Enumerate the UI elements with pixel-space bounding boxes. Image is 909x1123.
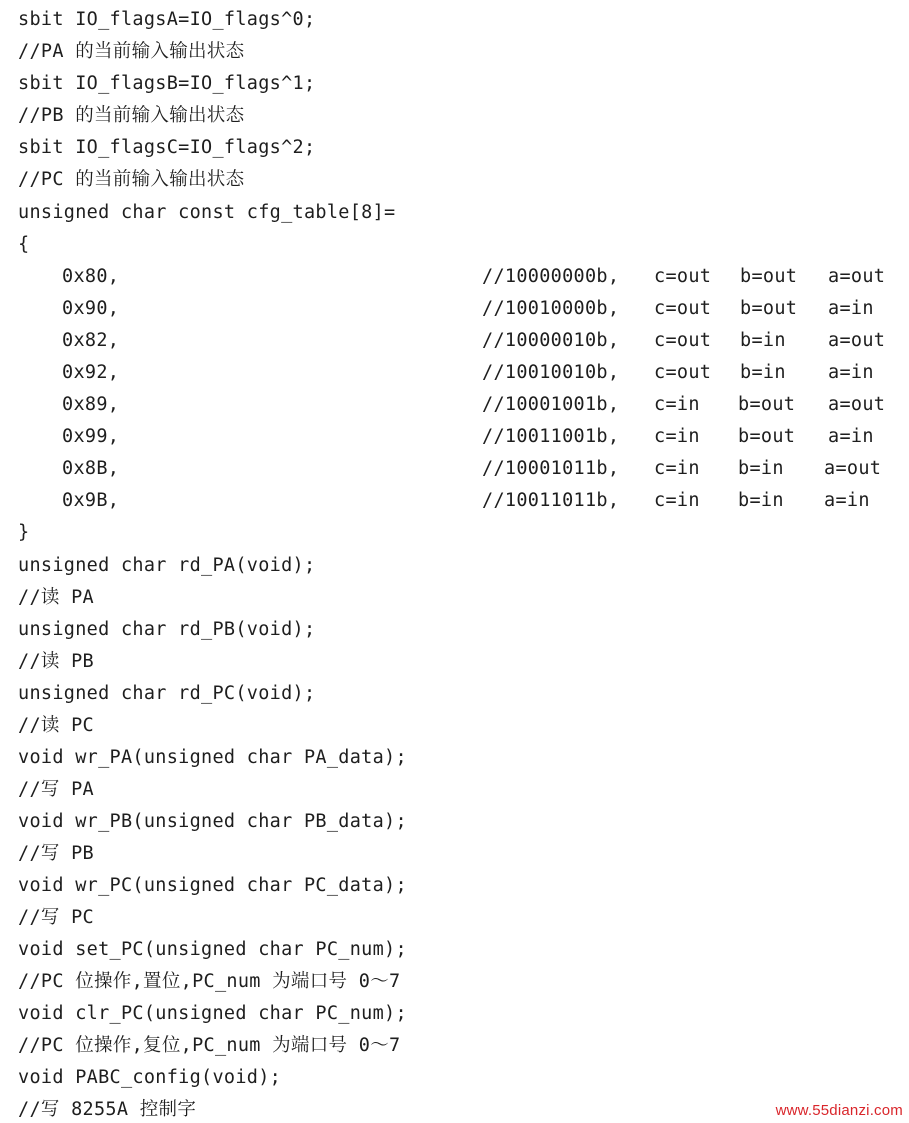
table-b-mode: b=in: [738, 458, 784, 479]
code-comment: //PB 的当前输入输出状态: [18, 105, 245, 126]
table-b-mode: b=in: [740, 362, 786, 383]
table-b-mode: b=in: [738, 490, 784, 511]
code-comment: //读 PA: [18, 587, 94, 608]
table-row: [62, 362, 902, 384]
open-brace: {: [18, 234, 30, 255]
table-a-mode: a=out: [824, 458, 882, 479]
code-line: void PABC_config(void);: [18, 1067, 282, 1088]
table-value: 0x80,: [62, 266, 120, 287]
table-binary-comment: //10011001b,: [482, 426, 620, 447]
table-binary-comment: //10000000b,: [482, 266, 620, 287]
code-line: void wr_PA(unsigned char PA_data);: [18, 747, 407, 768]
table-row: [62, 298, 902, 320]
code-comment: //写 PA: [18, 779, 94, 800]
code-line: unsigned char rd_PC(void);: [18, 683, 316, 704]
table-a-mode: a=in: [828, 362, 874, 383]
table-row: [62, 490, 902, 512]
close-brace: }: [18, 522, 30, 543]
table-c-mode: c=out: [654, 266, 712, 287]
table-b-mode: b=out: [740, 298, 798, 319]
table-b-mode: b=out: [740, 266, 798, 287]
table-binary-comment: //10010010b,: [482, 362, 620, 383]
code-line: void set_PC(unsigned char PC_num);: [18, 939, 407, 960]
code-comment: //写 8255A 控制字: [18, 1099, 197, 1120]
table-a-mode: a=in: [824, 490, 870, 511]
code-comment: //PA 的当前输入输出状态: [18, 41, 245, 62]
table-c-mode: c=out: [654, 362, 712, 383]
code-line: unsigned char rd_PA(void);: [18, 555, 316, 576]
table-row: [62, 394, 902, 416]
code-comment: //写 PC: [18, 907, 94, 928]
code-line: sbit IO_flagsA=IO_flags^0;: [18, 9, 316, 30]
table-value: 0x8B,: [62, 458, 120, 479]
table-binary-comment: //10001011b,: [482, 458, 620, 479]
code-line: unsigned char const cfg_table[8]=: [18, 202, 396, 223]
code-comment: //PC 位操作,复位,PC_num 为端口号 0～7: [18, 1035, 401, 1056]
code-line: void clr_PC(unsigned char PC_num);: [18, 1003, 407, 1024]
table-value: 0x90,: [62, 298, 120, 319]
code-line: sbit IO_flagsB=IO_flags^1;: [18, 73, 316, 94]
watermark: www.55dianzi.com: [775, 1102, 903, 1119]
table-c-mode: c=in: [654, 490, 700, 511]
table-a-mode: a=out: [828, 394, 886, 415]
table-c-mode: c=in: [654, 458, 700, 479]
table-a-mode: a=in: [828, 426, 874, 447]
code-comment: //写 PB: [18, 843, 94, 864]
table-row: [62, 426, 902, 448]
table-row: [62, 458, 902, 480]
table-binary-comment: //10010000b,: [482, 298, 620, 319]
code-comment: //读 PB: [18, 651, 94, 672]
table-a-mode: a=out: [828, 266, 886, 287]
table-c-mode: c=out: [654, 298, 712, 319]
code-comment: //PC 位操作,置位,PC_num 为端口号 0～7: [18, 971, 401, 992]
table-a-mode: a=in: [828, 298, 874, 319]
table-binary-comment: //10001001b,: [482, 394, 620, 415]
table-b-mode: b=out: [738, 394, 796, 415]
table-value: 0x9B,: [62, 490, 120, 511]
table-value: 0x99,: [62, 426, 120, 447]
table-b-mode: b=out: [738, 426, 796, 447]
table-value: 0x82,: [62, 330, 120, 351]
table-c-mode: c=in: [654, 426, 700, 447]
table-c-mode: c=in: [654, 394, 700, 415]
table-b-mode: b=in: [740, 330, 786, 351]
code-comment: //读 PC: [18, 715, 94, 736]
code-line: unsigned char rd_PB(void);: [18, 619, 316, 640]
table-row: [62, 266, 902, 288]
code-line: sbit IO_flagsC=IO_flags^2;: [18, 137, 316, 158]
table-value: 0x89,: [62, 394, 120, 415]
table-value: 0x92,: [62, 362, 120, 383]
code-line: void wr_PB(unsigned char PB_data);: [18, 811, 407, 832]
table-c-mode: c=out: [654, 330, 712, 351]
table-binary-comment: //10000010b,: [482, 330, 620, 351]
table-binary-comment: //10011011b,: [482, 490, 620, 511]
code-comment: //PC 的当前输入输出状态: [18, 169, 245, 190]
code-line: void wr_PC(unsigned char PC_data);: [18, 875, 407, 896]
table-a-mode: a=out: [828, 330, 886, 351]
table-row: [62, 330, 902, 352]
